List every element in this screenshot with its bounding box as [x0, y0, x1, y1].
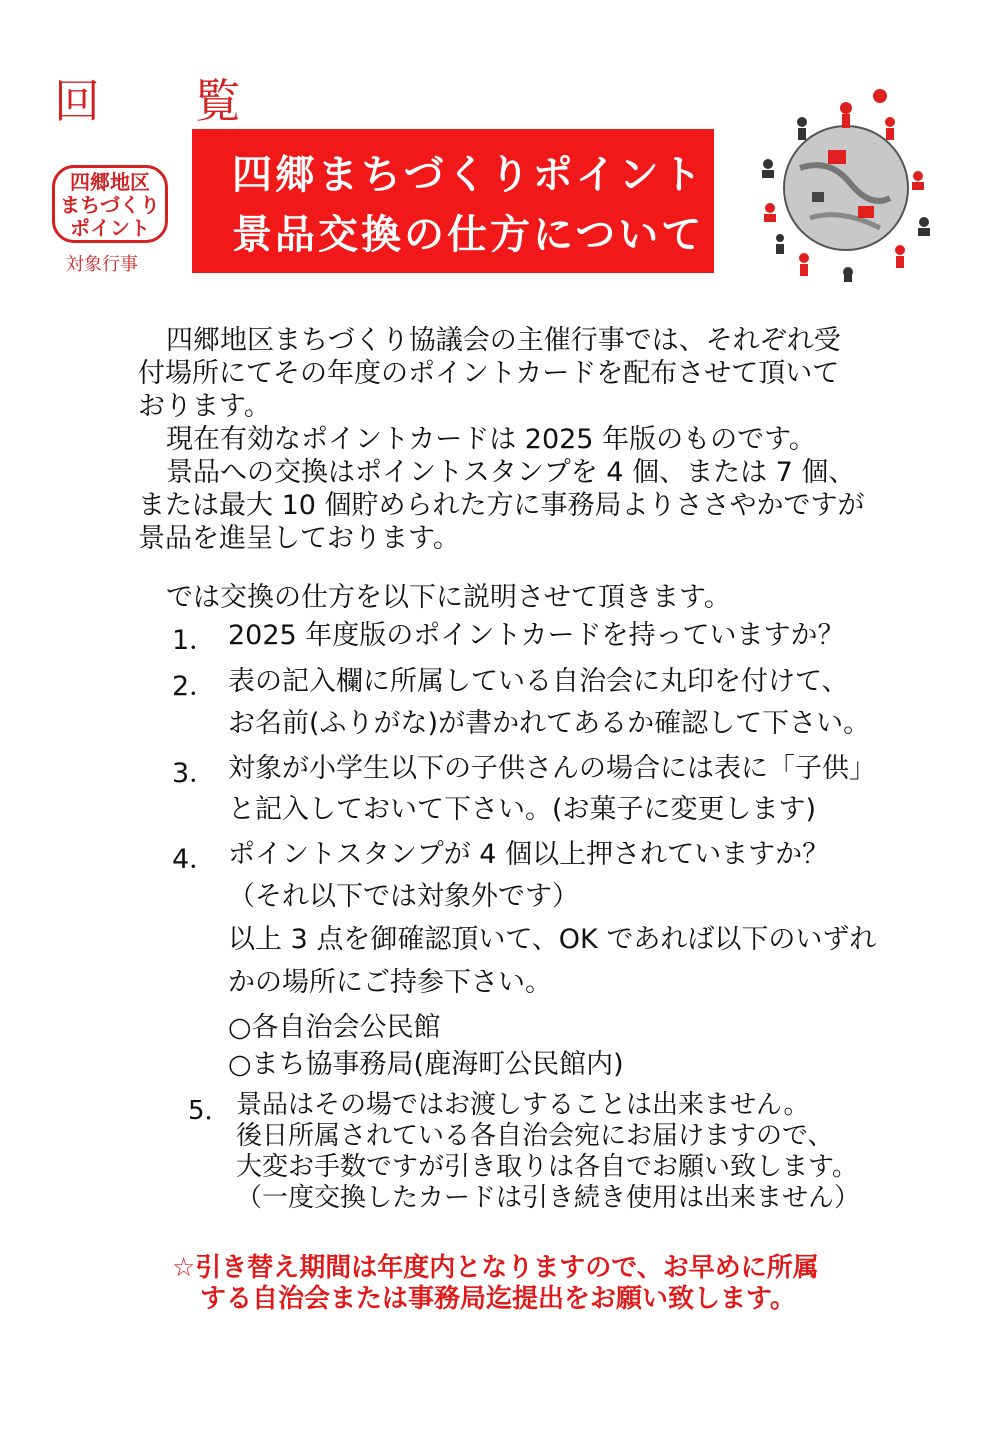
- step-4-line-2: （それ以下では対象外です）: [228, 881, 579, 912]
- stamp-line-2: まちづくり: [60, 193, 160, 217]
- step-2-line-2: お名前(ふりがな)が書かれてあるか確認して下さい。: [228, 708, 871, 739]
- paragraph-1-line-2: 付場所にてその年度のポイントカードを配布させて頂いて: [138, 358, 840, 389]
- step-3-number: 3．: [172, 758, 217, 789]
- step-5-line-2: 後日所属されている各自治会宛にお届けますので、: [236, 1121, 834, 1151]
- step-3-line-2: と記入しておいて下さい。(お菓子に変更します): [228, 794, 817, 825]
- stamp-caption: 対象行事: [66, 254, 138, 275]
- steps-intro: では交換の仕方を以下に説明させて頂きます。: [166, 582, 731, 613]
- points-stamp: [52, 165, 168, 243]
- step-3-line-1: 対象が小学生以下の子供さんの場合には表に「子供」: [228, 753, 876, 784]
- step-5-line-3: 大変お手数ですが引き取りは各自でお願い致します。: [236, 1152, 858, 1182]
- step-4-location-1: ○各自治会公民館: [228, 1012, 441, 1043]
- step-2-number: 2．: [172, 671, 217, 702]
- paragraph-2: 現在有効なポイントカードは 2025 年版のものです。: [166, 424, 816, 455]
- title-line-1: 四郷まちづくりポイント: [232, 152, 705, 198]
- paragraph-3-line-3: 景品を進呈しております。: [138, 523, 460, 554]
- paragraph-1-line-3: おります。: [138, 391, 271, 422]
- intro-paragraphs: [138, 324, 865, 555]
- step-4-number: 4．: [172, 844, 217, 875]
- step-4-line-1: ポイントスタンプが 4 個以上押されていますか？: [228, 839, 830, 870]
- notice-line-2: する自治会または事務局迄提出をお願い致します。: [200, 1284, 796, 1314]
- paragraph-3-line-1: 景品への交換はポイントスタンプを 4 個、または 7 個、: [166, 457, 856, 488]
- stamp-line-3: ポイント: [70, 216, 150, 240]
- step-5-line-4: （一度交換したカードは引き続き使用は出来ません）: [236, 1183, 861, 1213]
- globe-people-illustration: [740, 88, 952, 284]
- step-5-text: [236, 1090, 860, 1214]
- step-1-text: 2025 年度版のポイントカードを持っていますか？: [228, 620, 845, 651]
- step-4-location-2: ○まち協事務局(鹿海町公民館内): [228, 1049, 624, 1080]
- paragraph-3-line-2: または最大 10 個貯められた方に事務局よりささやかですが: [138, 490, 865, 521]
- title-line-2: 景品交換の仕方について: [232, 212, 705, 258]
- step-5-line-1: 景品はその場ではお渡しすることは出来ません。: [236, 1090, 810, 1120]
- step-4-line-4: かの場所にご持参下さい。: [228, 967, 552, 998]
- kairan-label: 回 覧: [54, 74, 281, 128]
- exchange-period-notice: [172, 1253, 819, 1315]
- step-1-number: 1．: [172, 625, 217, 656]
- step-4-line-3: 以上 3 点を御確認頂いて、OK であれば以下のいずれ: [228, 924, 877, 955]
- stamp-line-1: 四郷地区: [70, 170, 150, 194]
- paragraph-1-line-1: 四郷地区まちづくり協議会の主催行事では、それぞれ受: [166, 325, 841, 356]
- step-5-number: 5．: [188, 1096, 231, 1126]
- notice-line-1: ☆引き替え期間は年度内となりますので、お早めに所属: [172, 1253, 819, 1283]
- step-2-line-1: 表の記入欄に所属している自治会に丸印を付けて、: [228, 666, 849, 697]
- title-banner: [192, 129, 714, 273]
